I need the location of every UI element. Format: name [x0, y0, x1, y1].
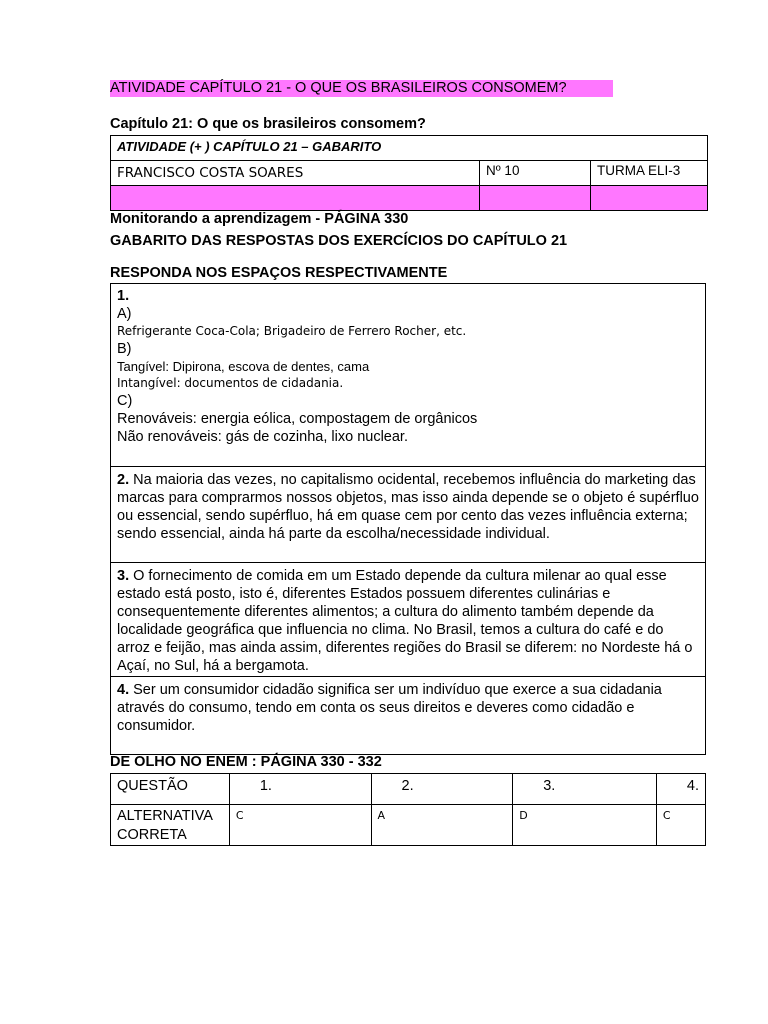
gabarito-title: ATIVIDADE (+ ) CAPÍTULO 21 – GABARITO — [111, 136, 708, 161]
responda-heading: RESPONDA NOS ESPAÇOS RESPECTIVAMENTE — [110, 265, 448, 281]
answer-3-number: 3. — [117, 568, 130, 584]
question-3: 3. — [513, 774, 657, 805]
gabarito-respostas-heading: GABARITO DAS RESPOSTAS DOS EXERCÍCIOS DO CAPÍTULO 21 — [110, 233, 568, 249]
answer-box-3 — [110, 562, 706, 677]
answer-1b-line1: Tangível: Dipirona, escova de dentes, cama — [117, 359, 370, 374]
answer-2-text: Na maioria das vezes, no capitalismo ocidental, recebemos influência do marketing das marcas para comprarmos nossos objetos, mas isso ainda depende se o objeto é supérfluo ou essencial, sendo supérfluo, há em quase cem por cento das vezes influência externa; sendo essencial, ainda há parte da escolha/necessidade individual. — [117, 472, 699, 542]
question-4: 4. — [656, 774, 705, 805]
student-number: Nº 10 — [480, 161, 591, 186]
answer-1c-line1: Renováveis: energia eólica, compostagem de orgânicos — [117, 411, 478, 427]
answer-1a-text: Refrigerante Coca-Cola; Brigadeiro de Ferrero Rocher, etc. — [117, 324, 467, 338]
alternativa-label — [111, 805, 230, 846]
document-title-highlight — [110, 80, 613, 97]
answer-4-number: 4. — [117, 682, 130, 698]
document-title: ATIVIDADE CAPÍTULO 21 - O QUE OS BRASILEIROS CONSOMEM? — [110, 80, 567, 96]
answer-1b-line2: Intangível: documentos de cidadania. — [117, 376, 344, 390]
alternativa-label-line2: CORRETA — [117, 827, 187, 843]
enem-heading: DE OLHO NO ENEM : PÁGINA 330 - 332 — [110, 754, 382, 770]
answer-1a-label: A) — [117, 306, 132, 322]
student-class: TURMA ELI-3 — [591, 161, 708, 186]
pink-cell-1 — [111, 186, 480, 211]
questao-label: QUESTÃO — [111, 774, 230, 805]
enem-table — [110, 773, 706, 846]
chapter-heading: Capítulo 21: O que os brasileiros consomem? — [110, 116, 426, 132]
question-2: 2. — [371, 774, 513, 805]
answer-box-4 — [110, 676, 706, 755]
answer-1c-label: C) — [117, 393, 133, 409]
alternativa-label-line1: ALTERNATIVA — [117, 808, 213, 824]
answer-3-text: O fornecimento de comida em um Estado depende da cultura milenar ao qual esse estado está posto, isto é, diferentes Estados possuem diferentes culinárias e consequentemente diferentes alimentos; a cultura do alimento também depende da localidade geográfica que influencia no clima. No Brasil, temos a cultura do café e do arroz e feijão, mas ainda assim, diferentes regiões do Brasil se diferem: no Nordeste há o Açaí, no Sul, há a bergamota. — [117, 568, 693, 674]
pink-cell-3 — [591, 186, 708, 211]
answer-box-1 — [110, 283, 706, 467]
student-name: FRANCISCO COSTA SOARES — [111, 161, 480, 186]
header-table — [110, 135, 708, 211]
answer-1b-label: B) — [117, 341, 132, 357]
question-1: 1. — [229, 774, 371, 805]
answer-q4: C — [656, 805, 705, 846]
answer-1c-line2: Não renováveis: gás de cozinha, lixo nuclear. — [117, 429, 408, 445]
answer-1-number: 1. — [117, 288, 130, 304]
monitorando-heading: Monitorando a aprendizagem - PÁGINA 330 — [110, 211, 409, 227]
answer-4-text: Ser um consumidor cidadão significa ser um indivíduo que exerce a sua cidadania através do consumo, tendo em conta os seus direitos e deveres como cidadão e consumidor. — [117, 682, 662, 734]
pink-cell-2 — [480, 186, 591, 211]
answer-2-number: 2. — [117, 472, 130, 488]
answer-box-2 — [110, 466, 706, 563]
answer-q1: C — [229, 805, 371, 846]
answer-q2: A — [371, 805, 513, 846]
answer-q3: D — [513, 805, 657, 846]
